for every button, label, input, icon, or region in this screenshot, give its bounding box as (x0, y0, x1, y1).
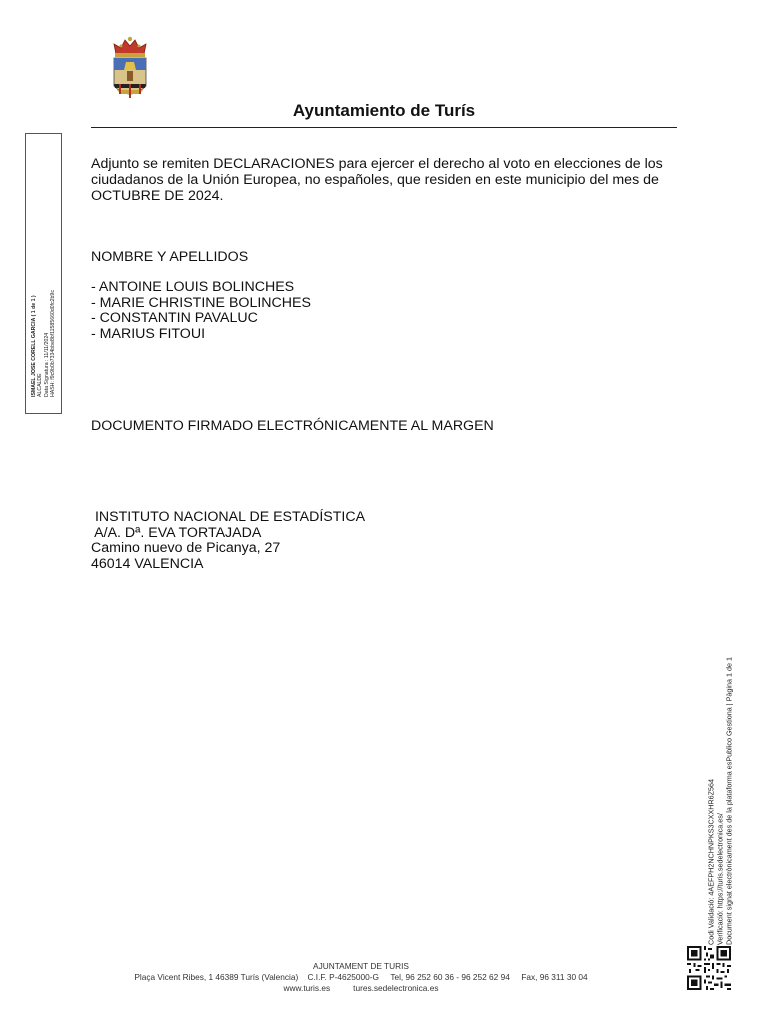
names-list (91, 280, 311, 342)
address-line: A/A. Dª. EVA TORTAJADA (91, 524, 262, 541)
validation-code: Codi Validació: 4AEFPH2NCHNPKS3CXXHR6Z564 (706, 778, 716, 945)
list-item: - MARIE CHRISTINE BOLINCHES (91, 294, 311, 311)
address-line: 46014 VALENCIA (91, 555, 204, 572)
recipient-address (91, 510, 365, 572)
list-item: - CONSTANTIN PAVALUC (91, 310, 258, 326)
names-heading: NOMBRE Y APELLIDOS (91, 249, 249, 265)
signature-stamp (31, 167, 57, 397)
body-paragraph (91, 156, 681, 204)
paragraph-line: OCTUBRE DE 2024. (91, 188, 224, 204)
page-title: Ayuntamiento de Turís (292, 101, 476, 120)
footer-org: AJUNTAMENT DE TURIS (313, 961, 409, 971)
address-line: INSTITUTO NACIONAL DE ESTADÍSTICA (91, 509, 366, 525)
list-item: - ANTOINE LOUIS BOLINCHES (91, 279, 295, 295)
list-item: - MARIUS FITOUI (91, 325, 206, 342)
signature-hash: HASH: f9c9b0b7334bbe8bf11585660d0fc2b9c (50, 290, 57, 397)
title-divider (91, 127, 677, 128)
address-line: Camino nuevo de Picanya, 27 (91, 540, 281, 556)
signature-date: Data Signatura : 11/11/2024 (44, 332, 50, 397)
verification-stamp (707, 645, 734, 945)
signer-role: ALCALDE (37, 373, 44, 397)
signature-platform-note: Document signat electrònicament des de la plataforma esPublico Gestiona | Pàgina 1 de 1 (724, 657, 734, 945)
verification-url: Verificació: https://turis.sedelectronica.es/ (715, 813, 725, 945)
coat-of-arms-icon (108, 34, 152, 102)
footer-address: Plaça Vicent Ribes, 1 46389 Turís (Valencia) C.I.F. P-4625000-G Tel, 96 252 60 36 - 96 252 62 94 Fax, 96 311 30 04 (134, 972, 588, 982)
signed-note: DOCUMENTO FIRMADO ELECTRÓNICAMENTE AL MARGEN (91, 418, 494, 434)
paragraph-line: Adjunto se remiten DECLARACIONES para ejercer el derecho al voto en elecciones de los (91, 156, 663, 172)
paragraph-line: ciudadanos de la Unión Europea, no españoles, que residen en este municipio del mes de (91, 172, 659, 188)
signer-name: ISMAEL JOSE CORELL GARCIA ( 1 de 1 ) (31, 295, 38, 397)
page-footer (0, 961, 722, 994)
footer-web: www.turis.es tures.sedelectronica.es (283, 983, 439, 993)
